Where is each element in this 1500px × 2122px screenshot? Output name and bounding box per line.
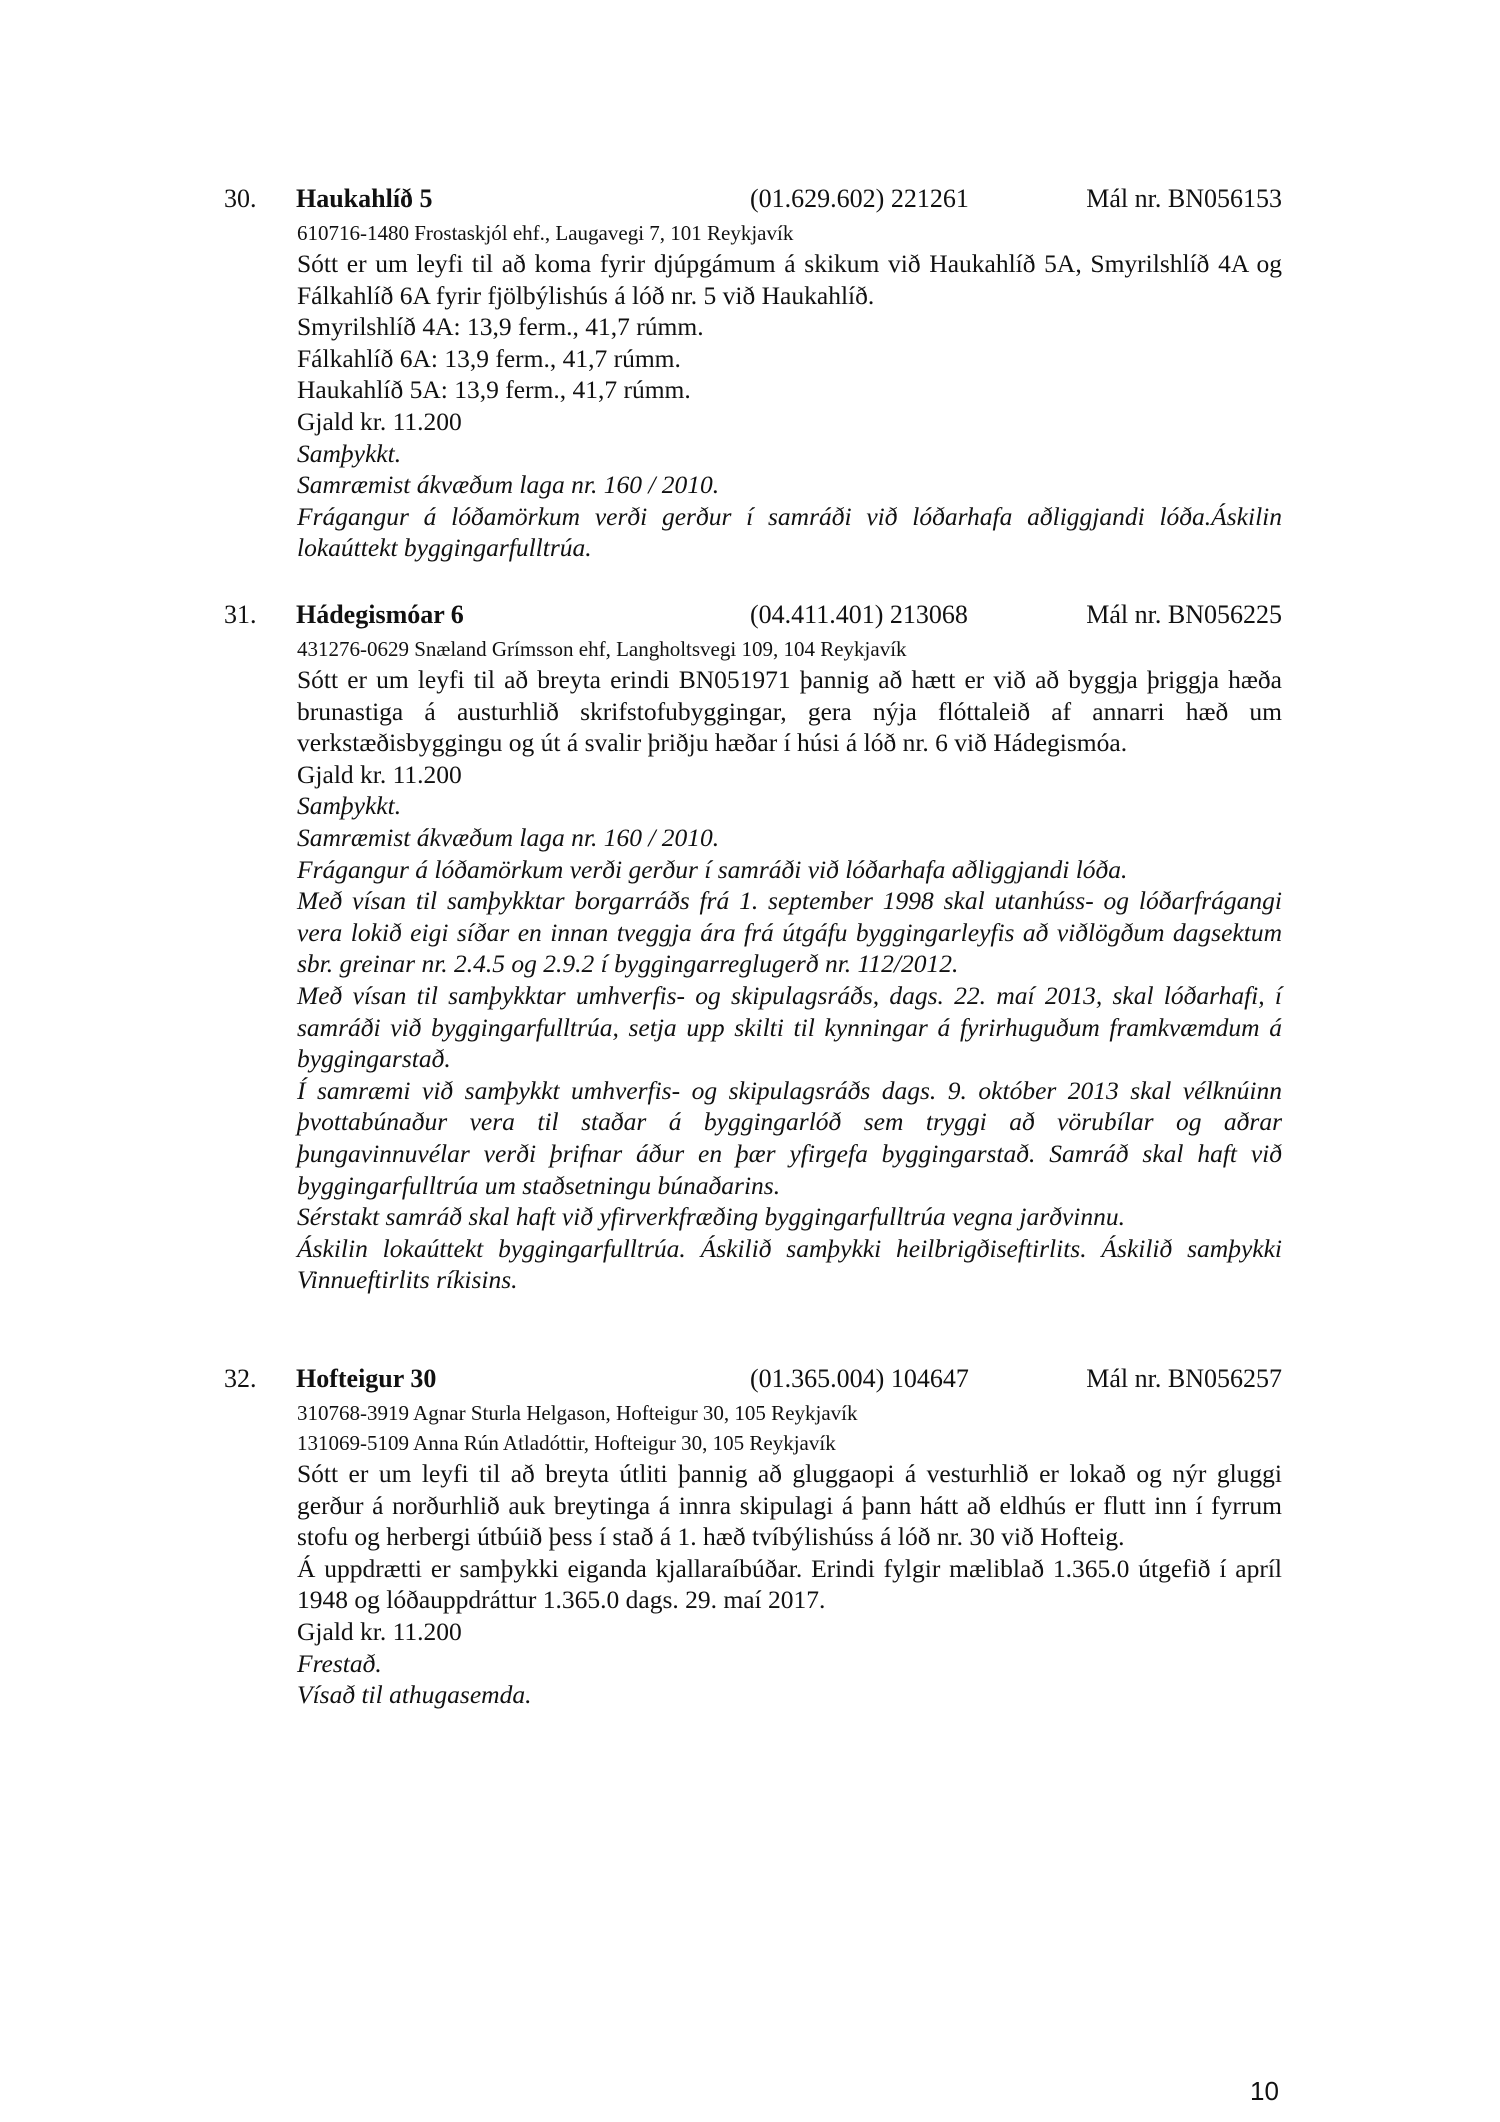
decision-line: Með vísan til samþykktar umhverfis- og skipulagsráðs, dags. 22. maí 2013, skal lóðarhafi, í samráði við byggingarfulltrúa, setja upp skilti til kynningar á fyrirhuguðum framkvæmdum á byggingarstað. [297, 980, 1282, 1074]
detail-line: Fálkahlíð 6A: 13,9 ferm., 41,7 rúmm. [297, 343, 681, 373]
agenda-entry-30 [224, 180, 1282, 564]
decision-line: Sérstakt samráð skal haft við yfirverkfræðing byggingarfulltrúa vegna jarðvinnu. [297, 1202, 1125, 1232]
entry-code: (01.629.602) 221261 [750, 184, 969, 213]
entry-title: Hádegismóar 6 [296, 600, 464, 629]
decision-line: Áskilin lokaúttekt byggingarfulltrúa. Áskilið samþykki heilbrigðiseftirlits. Áskilið samþykki Vinnueftirlits ríkisins. [297, 1233, 1282, 1295]
case-number: Mál nr. BN056257 [1086, 1364, 1282, 1393]
decision-line: Samræmist ákvæðum laga nr. 160 / 2010. [297, 470, 720, 500]
detail-line: Smyrilshlíð 4A: 13,9 ferm., 41,7 rúmm. [297, 312, 704, 342]
entry-number: 32. [224, 1364, 257, 1393]
decision-line: Frestað. [297, 1648, 382, 1678]
decision-line: Með vísan til samþykktar borgarráðs frá 1. september 1998 skal utanhúss- og lóðarfrágangi vera lokið eigi síðar en innan tveggja ára frá útgáfu byggingarleyfis að viðlögðum dagsektum sbr. greinar nr. 2.4.5 og 2.9.2 í byggingarreglugerð nr. 112/2012. [297, 886, 1282, 979]
description: Sótt er um leyfi til að koma fyrir djúpgámum á skikum við Haukahlíð 5A, Smyrilshlíð 4A og Fálkahlíð 6A fyrir fjölbýlishús á lóð nr. 5 við Haukahlíð. [297, 249, 1282, 310]
entry-header [224, 596, 1282, 634]
owner-line: 610716-1480 Frostaskjól ehf., Laugavegi 7, 101 Reykjavík [297, 221, 794, 245]
case-number: Mál nr. BN056225 [1086, 600, 1282, 629]
detail-line: Á uppdrætti er samþykki eiganda kjallaraíbúðar. Erindi fylgir mæliblað 1.365.0 útgefið í apríl 1948 og lóðauppdráttur 1.365.0 dags. 29. maí 2017. [297, 1553, 1282, 1615]
page-number: 10 [1250, 2076, 1279, 2106]
agenda-entry-32 [224, 1360, 1282, 1711]
fee-line: Gjald kr. 11.200 [297, 759, 462, 789]
decision-line: Samþykkt. [297, 791, 402, 821]
owner-line: 431276-0629 Snæland Grímsson ehf, Langholtsvegi 109, 104 Reykjavík [297, 637, 907, 661]
fee-line: Gjald kr. 11.200 [297, 406, 462, 436]
owner-line: 310768-3919 Agnar Sturla Helgason, Hofteigur 30, 105 Reykjavík [297, 1401, 858, 1425]
decision-line: Samþykkt. [297, 438, 402, 468]
decision-line: Vísað til athugasemda. [297, 1680, 532, 1710]
entry-title: Haukahlíð 5 [296, 184, 433, 213]
description: Sótt er um leyfi til að breyta erindi BN051971 þannig að hætt er við að byggja þriggja hæða brunastiga á austurhlið skrifstofubyggingar, gera nýja flóttaleið af annarri hæð um verkstæðisbyggingu og út á svalir þriðju hæðar í húsi á lóð nr. 6 við Hádegismóa. [297, 665, 1282, 758]
agenda-entry-31 [224, 596, 1282, 1296]
entry-number: 30. [224, 184, 257, 213]
decision-line: Frágangur á lóðamörkum verði gerður í samráði við lóðarhafa aðliggjandi lóða.Áskilin lokaúttekt byggingarfulltrúa. [297, 501, 1282, 563]
fee-line: Gjald kr. 11.200 [297, 1616, 462, 1646]
decision-line: Samræmist ákvæðum laga nr. 160 / 2010. [297, 822, 720, 852]
entry-number: 31. [224, 600, 257, 629]
entry-title: Hofteigur 30 [296, 1364, 437, 1393]
description: Sótt er um leyfi til að breyta útliti þannig að gluggaopi á vesturhlið er lokað og nýr gluggi gerður á norðurhlið auk breytinga á innra skipulagi á þann hátt að eldhús er flutt inn í fyrrum stofu og herbergi útbúið þess í stað á 1. hæð tvíbýlishúss á lóð nr. 30 við Hofteig. [297, 1459, 1282, 1552]
decision-line: Frágangur á lóðamörkum verði gerður í samráði við lóðarhafa aðliggjandi lóða. [297, 854, 1128, 884]
detail-line: Haukahlíð 5A: 13,9 ferm., 41,7 rúmm. [297, 375, 691, 405]
entry-code: (04.411.401) 213068 [750, 600, 968, 629]
entry-header [224, 180, 1282, 218]
entry-header [224, 1360, 1282, 1398]
decision-line: Í samræmi við samþykkt umhverfis- og skipulagsráðs dags. 9. október 2013 skal vélknúinn þvottabúnaður vera til staðar á byggingarlóð sem tryggi að vörubílar og aðrar þungavinnuvélar verði þrifnar áður en þær yfirgefa byggingarstað. Samráð skal haft við byggingarfulltrúa um staðsetningu búnaðarins. [297, 1075, 1282, 1200]
entry-code: (01.365.004) 104647 [750, 1364, 969, 1393]
owner-line: 131069-5109 Anna Rún Atladóttir, Hofteigur 30, 105 Reykjavík [297, 1431, 836, 1455]
case-number: Mál nr. BN056153 [1086, 184, 1282, 213]
